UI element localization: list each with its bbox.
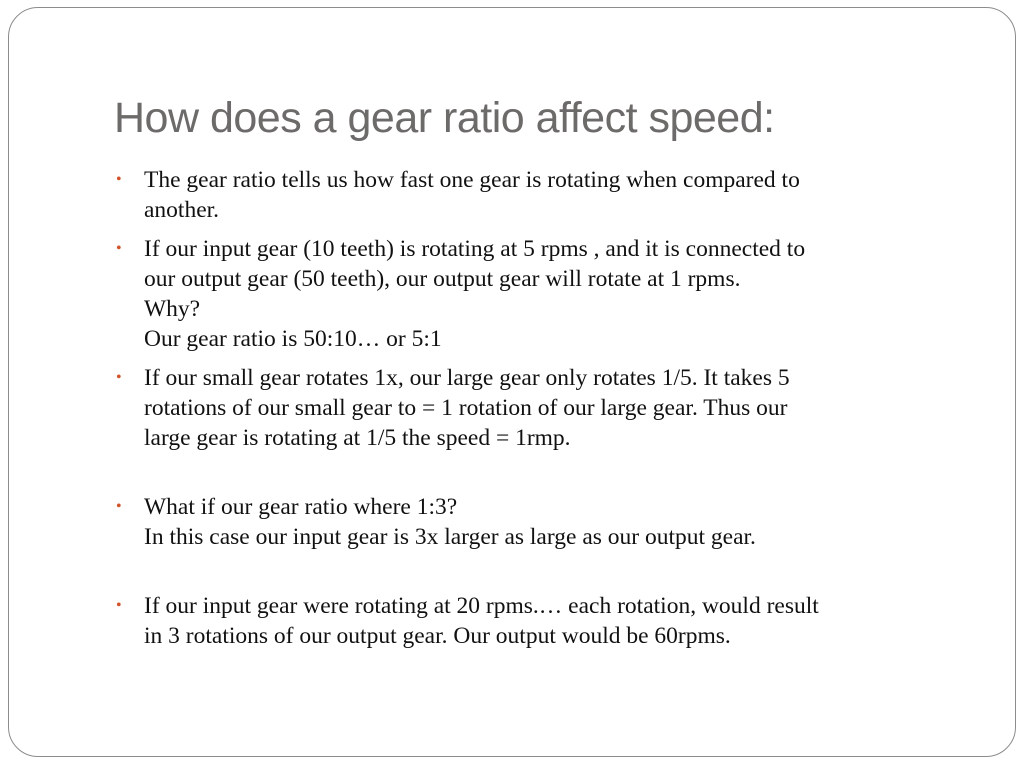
bullet-item [113, 165, 983, 225]
slide-frame [8, 7, 1016, 757]
bullet-text-line: Why? [144, 296, 201, 322]
bullet-text-line: rotations of our small gear to = 1 rotation of our large gear. Thus our [144, 395, 788, 421]
bullet-text-line: If our small gear rotates 1x, our large gear only rotates 1/5. It takes 5 [144, 365, 790, 391]
bullet-item [113, 492, 983, 552]
bullet-marker-icon: • [116, 240, 122, 257]
bullet-marker-icon: • [116, 171, 122, 188]
bullet-text-line: If our input gear were rotating at 20 rpms.… each rotation, would result [144, 593, 819, 619]
bullet-text-line: another. [144, 197, 220, 223]
bullet-marker-icon: • [116, 498, 122, 515]
slide-title: How does a gear ratio affect speed: [114, 94, 775, 142]
bullet-item [113, 234, 983, 354]
bullet-list [113, 165, 983, 660]
bullet-text-line: large gear is rotating at 1/5 the speed = 1rmp. [144, 425, 571, 451]
bullet-item [113, 591, 983, 651]
bullet-text-line: Our gear ratio is 50:10… or 5:1 [144, 326, 442, 352]
bullet-text-line: our output gear (50 teeth), our output gear will rotate at 1 rpms. [144, 266, 741, 292]
bullet-marker-icon: • [116, 597, 122, 614]
bullet-item [113, 363, 983, 453]
bullet-text-line: What if our gear ratio where 1:3? [144, 494, 458, 520]
bullet-text-line: in 3 rotations of our output gear. Our output would be 60rpms. [144, 623, 731, 649]
bullet-text-line: If our input gear (10 teeth) is rotating at 5 rpms , and it is connected to [144, 236, 806, 262]
bullet-text-line: In this case our input gear is 3x larger as large as our output gear. [144, 524, 756, 550]
bullet-text-line: The gear ratio tells us how fast one gear is rotating when compared to [144, 167, 800, 193]
bullet-marker-icon: • [116, 369, 122, 386]
